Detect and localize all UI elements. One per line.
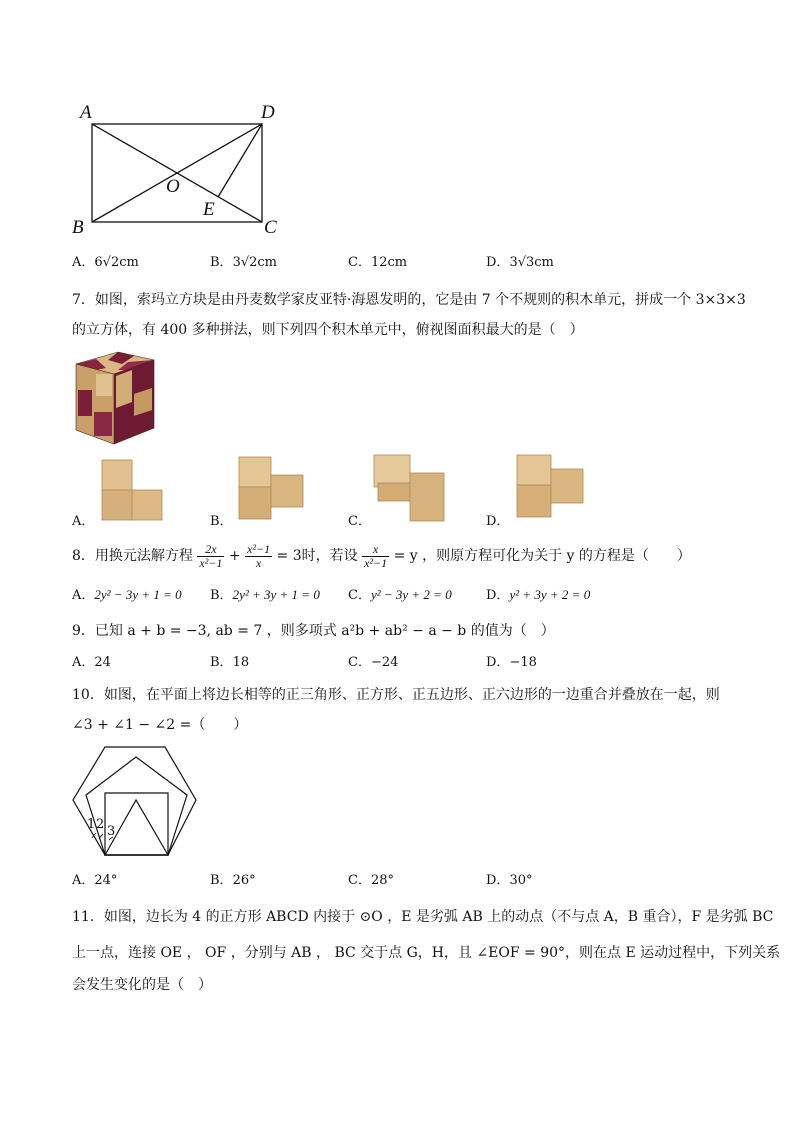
q10-option-a[interactable]: A．24° — [72, 873, 118, 888]
q10-stem-line1: 10．如图，在平面上将边长相等的正三角形、正方形、正五边形、正六边形的一边重合并叠放在一起，则 — [72, 687, 720, 703]
q7-option-b[interactable]: B． — [210, 514, 233, 529]
q6-option-d[interactable]: D．3√3cm — [486, 255, 554, 270]
q9-option-a[interactable]: A．24 — [72, 655, 111, 670]
angle-label-2: 2 — [96, 817, 105, 832]
q7-option-a[interactable]: A． — [72, 514, 95, 529]
block-option-d — [515, 453, 587, 521]
q6-option-a[interactable]: A．6√2cm — [72, 255, 139, 270]
q7-option-d[interactable]: D． — [486, 514, 510, 529]
q6-option-c[interactable]: C．12cm — [348, 255, 408, 270]
q11-stem-line3: 会发生变化的是（ ） — [72, 977, 212, 993]
q7-option-c[interactable]: C． — [348, 514, 371, 529]
rectangle-figure — [70, 100, 290, 240]
block-option-a — [100, 458, 166, 522]
q11-stem-line2: 上一点，连接 OE ， OF ，分别与 AB ， BC 交于点 G，H，且 ∠EOF = 90°，则在点 E 运动过程中，下列关系 — [72, 945, 781, 961]
q9-stem: 9．已知 a + b = −3, ab = 7 ，则多项式 a²b + ab² − a − b 的值为（ ） — [72, 623, 555, 639]
pentagon — [86, 757, 187, 855]
label-a: A — [80, 102, 92, 123]
angle-label-1: 1 — [87, 817, 96, 832]
label-o: O — [166, 176, 180, 197]
q8-stem: 8．用换元法解方程 $\frac{2x}{\text{x²−1}}$ + $\frac{\text{x²−1}}{x}$ = 3时，若设 $\frac{x}{\text{x²−1}}$ = y ，则原方程可化为关于 y 的方程是（ ） — [72, 541, 691, 570]
fraction: $\frac{\text{x²−1}}{x}$ — [247, 541, 271, 570]
q10-option-d[interactable]: D．30° — [486, 873, 533, 888]
q7-stem-line1: 7．如图，索玛立方块是由丹麦数学家皮亚特·海恩发明的，它是由 7 个不规则的积木单元，拼成一个 3×3×3 — [72, 292, 746, 308]
q8-option-a[interactable]: A．2y² − 3y + 1 = 0 — [72, 587, 182, 603]
q9-option-b[interactable]: B．18 — [210, 655, 250, 670]
fraction: $\frac{2x}{\text{x²−1}}$ — [199, 541, 223, 570]
angle-label-3: 3 — [107, 824, 116, 839]
q10-stem-line2: ∠3 + ∠1 − ∠2 =（ ） — [72, 717, 248, 733]
label-d: D — [261, 102, 275, 123]
q8-option-c[interactable]: C．y² − 3y + 2 = 0 — [348, 587, 452, 603]
label-c: C — [264, 217, 277, 238]
q9-option-d[interactable]: D．−18 — [486, 655, 537, 670]
label-e: E — [203, 199, 215, 220]
q11-stem-line1: 11．如图，边长为 4 的正方形 ABCD 内接于 ⊙O ，E 是劣弧 AB 上的动点（不与点 A，B 重合），F 是劣弧 BC — [72, 909, 774, 925]
fraction: $\frac{x}{\text{x²−1}}$ — [364, 541, 388, 570]
hexagon — [73, 747, 196, 855]
q6-option-b[interactable]: B．3√2cm — [210, 255, 277, 270]
q10-option-c[interactable]: C．28° — [348, 873, 394, 888]
q8-option-b[interactable]: B．2y² + 3y + 1 = 0 — [210, 587, 320, 603]
polygons-figure — [66, 745, 216, 860]
q10-option-b[interactable]: B．26° — [210, 873, 256, 888]
label-b: B — [72, 217, 84, 238]
block-option-b — [237, 455, 307, 523]
q8-option-d[interactable]: D．y² + 3y + 2 = 0 — [486, 587, 591, 603]
segment-de — [218, 124, 262, 197]
q9-option-c[interactable]: C．−24 — [348, 655, 399, 670]
soma-cube-photo — [72, 350, 156, 446]
block-option-c — [372, 453, 448, 525]
q7-stem-line2: 的立方体，有 400 多种拼法，则下列四个积木单元中，俯视图面积最大的是（ ） — [72, 322, 584, 338]
